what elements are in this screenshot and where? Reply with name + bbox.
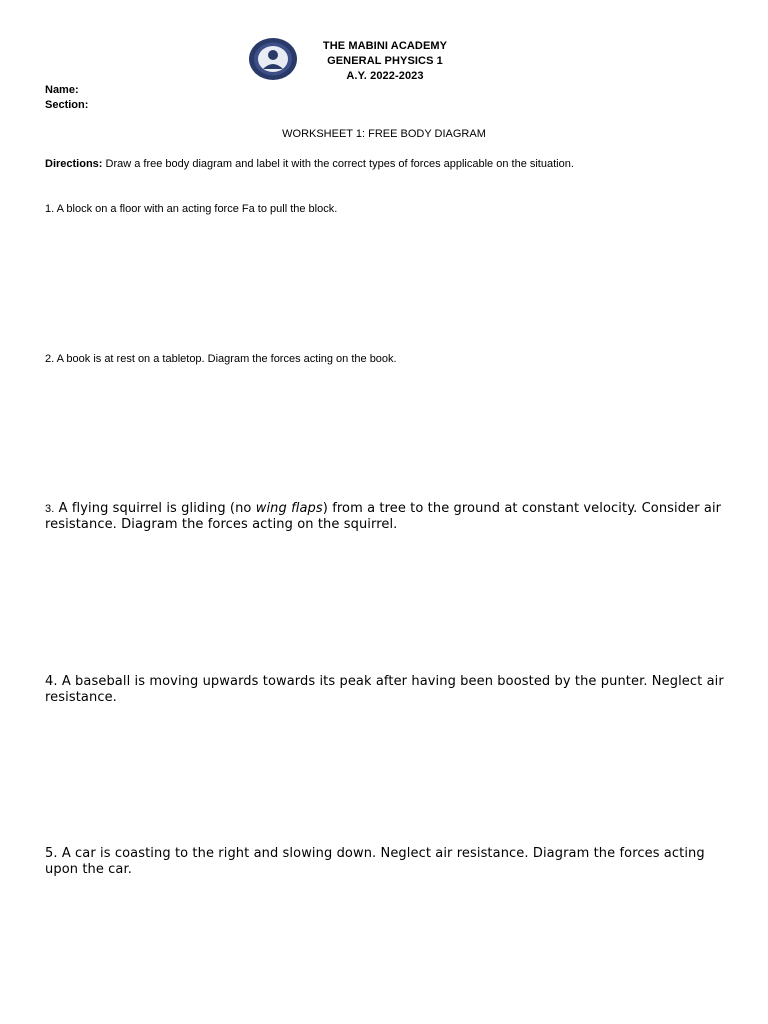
academic-year: A.Y. 2022-2023 bbox=[346, 70, 424, 82]
school-name: THE MABINI ACADEMY bbox=[322, 40, 448, 52]
directions-label: Directions: bbox=[45, 158, 103, 170]
question-5: 5. A car is coasting to the right and slowing down. Neglect air resistance. Diagram the forces acting upon the car. bbox=[45, 846, 705, 877]
school-seal-logo bbox=[248, 37, 298, 81]
question-3 bbox=[45, 501, 725, 533]
question-3-number: 3. bbox=[45, 503, 55, 515]
question-3-text-end: ) from a tree to the ground at constant velocity. Consider air resistance. Diagram the forces acting on the squirrel. bbox=[45, 501, 722, 532]
section-field-label: Section: bbox=[45, 99, 89, 111]
directions bbox=[45, 158, 574, 170]
question-3-italic: wing flaps bbox=[255, 501, 323, 516]
question-2: 2. A book is at rest on a tabletop. Diagram the forces acting on the book. bbox=[45, 353, 397, 365]
directions-text: Draw a free body diagram and label it with the correct types of forces applicable on the situation. bbox=[102, 158, 574, 170]
worksheet-title: WORKSHEET 1: FREE BODY DIAGRAM bbox=[282, 128, 486, 140]
subject-name: GENERAL PHYSICS 1 bbox=[327, 55, 443, 67]
question-1: 1. A block on a floor with an acting force Fa to pull the block. bbox=[45, 203, 338, 215]
question-4: 4. A baseball is moving upwards towards its peak after having been boosted by the punter. Neglect air resistance. bbox=[45, 674, 724, 705]
question-3-text-start: A flying squirrel is gliding (no bbox=[54, 501, 256, 516]
name-field-label: Name: bbox=[45, 84, 79, 96]
